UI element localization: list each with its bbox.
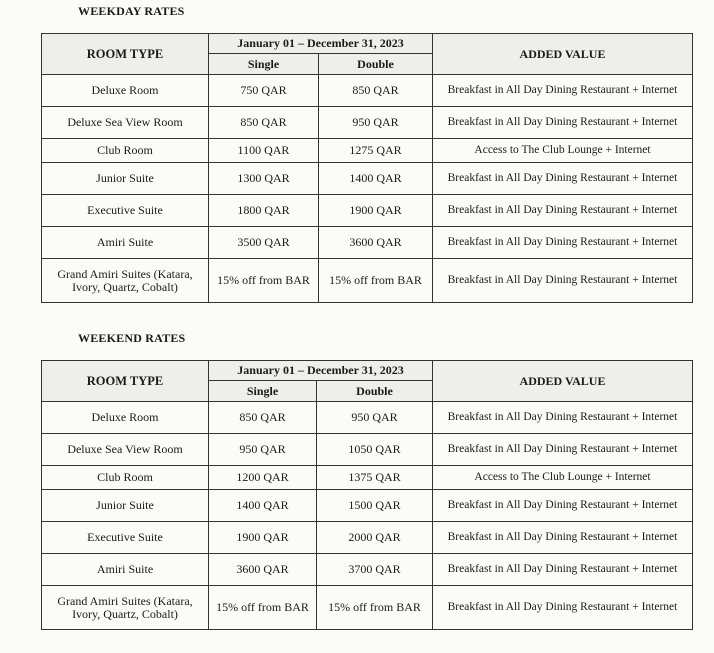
- added-value-cell: Access to The Club Lounge + Internet: [433, 466, 693, 490]
- added-value-cell: Breakfast in All Day Dining Restaurant + Internet: [433, 195, 693, 227]
- double-header: Double: [319, 54, 433, 75]
- weekday-rates-table: [41, 33, 693, 303]
- added-value-cell: Breakfast in All Day Dining Restaurant + Internet: [433, 402, 693, 434]
- table-row: [42, 259, 693, 303]
- double-rate-cell: 15% off from BAR: [317, 586, 433, 630]
- added-value-cell: Breakfast in All Day Dining Restaurant + Internet: [433, 163, 693, 195]
- double-rate-cell: 1375 QAR: [317, 466, 433, 490]
- double-rate-cell: 1050 QAR: [317, 434, 433, 466]
- single-rate-cell: 15% off from BAR: [209, 586, 317, 630]
- double-rate-cell: 15% off from BAR: [319, 259, 433, 303]
- single-rate-cell: 1900 QAR: [209, 522, 317, 554]
- added-value-cell: Breakfast in All Day Dining Restaurant + Internet: [433, 227, 693, 259]
- room-type-cell: Deluxe Sea View Room: [42, 434, 209, 466]
- added-value-cell: Breakfast in All Day Dining Restaurant + Internet: [433, 586, 693, 630]
- single-rate-cell: 850 QAR: [209, 107, 319, 139]
- double-rate-cell: 3700 QAR: [317, 554, 433, 586]
- added-value-cell: Breakfast in All Day Dining Restaurant + Internet: [433, 522, 693, 554]
- double-rate-cell: 950 QAR: [317, 402, 433, 434]
- room-type-cell: Executive Suite: [42, 522, 209, 554]
- double-rate-cell: 3600 QAR: [319, 227, 433, 259]
- double-rate-cell: 1275 QAR: [319, 139, 433, 163]
- table-row: [42, 490, 693, 522]
- table-row: [42, 402, 693, 434]
- room-type-cell: Deluxe Room: [42, 75, 209, 107]
- room-type-cell: Junior Suite: [42, 490, 209, 522]
- room-type-cell: Junior Suite: [42, 163, 209, 195]
- single-rate-cell: 15% off from BAR: [209, 259, 319, 303]
- room-type-cell: Club Room: [42, 466, 209, 490]
- single-rate-cell: 1800 QAR: [209, 195, 319, 227]
- room-type-cell: Deluxe Room: [42, 402, 209, 434]
- room-type-cell: Executive Suite: [42, 195, 209, 227]
- single-rate-cell: 1100 QAR: [209, 139, 319, 163]
- weekday-title: WEEKDAY RATES: [78, 4, 185, 18]
- table-row: [42, 195, 693, 227]
- room-type-header: ROOM TYPE: [42, 361, 209, 402]
- added-value-cell: Breakfast in All Day Dining Restaurant + Internet: [433, 107, 693, 139]
- single-rate-cell: 1300 QAR: [209, 163, 319, 195]
- single-rate-cell: 3500 QAR: [209, 227, 319, 259]
- double-rate-cell: 2000 QAR: [317, 522, 433, 554]
- table-row: [42, 75, 693, 107]
- single-rate-cell: 750 QAR: [209, 75, 319, 107]
- period-header: January 01 – December 31, 2023: [209, 361, 433, 381]
- room-type-cell: Deluxe Sea View Room: [42, 107, 209, 139]
- table-row: [42, 227, 693, 259]
- single-rate-cell: 1400 QAR: [209, 490, 317, 522]
- table-row: [42, 554, 693, 586]
- room-type-cell: Grand Amiri Suites (Katara, Ivory, Quartz, Cobalt): [42, 586, 209, 630]
- table-row: [42, 586, 693, 630]
- single-header: Single: [209, 54, 319, 75]
- added-value-header: ADDED VALUE: [433, 34, 693, 75]
- double-rate-cell: 1900 QAR: [319, 195, 433, 227]
- room-type-cell: Amiri Suite: [42, 554, 209, 586]
- table-header-row: [42, 361, 693, 381]
- table-row: [42, 522, 693, 554]
- period-header: January 01 – December 31, 2023: [209, 34, 433, 54]
- added-value-cell: Breakfast in All Day Dining Restaurant + Internet: [433, 259, 693, 303]
- single-rate-cell: 950 QAR: [209, 434, 317, 466]
- room-type-cell: Amiri Suite: [42, 227, 209, 259]
- single-header: Single: [209, 381, 317, 402]
- table-row: [42, 163, 693, 195]
- double-rate-cell: 850 QAR: [319, 75, 433, 107]
- room-type-cell: Grand Amiri Suites (Katara, Ivory, Quartz, Cobalt): [42, 259, 209, 303]
- added-value-cell: Access to The Club Lounge + Internet: [433, 139, 693, 163]
- single-rate-cell: 1200 QAR: [209, 466, 317, 490]
- single-rate-cell: 3600 QAR: [209, 554, 317, 586]
- table-header-row: [42, 34, 693, 54]
- table-row: [42, 139, 693, 163]
- weekend-rates-table: [41, 360, 693, 630]
- added-value-header: ADDED VALUE: [433, 361, 693, 402]
- double-rate-cell: 950 QAR: [319, 107, 433, 139]
- single-rate-cell: 850 QAR: [209, 402, 317, 434]
- added-value-cell: Breakfast in All Day Dining Restaurant + Internet: [433, 490, 693, 522]
- table-row: [42, 466, 693, 490]
- double-rate-cell: 1500 QAR: [317, 490, 433, 522]
- table-row: [42, 434, 693, 466]
- double-rate-cell: 1400 QAR: [319, 163, 433, 195]
- room-type-cell: Club Room: [42, 139, 209, 163]
- table-row: [42, 107, 693, 139]
- added-value-cell: Breakfast in All Day Dining Restaurant + Internet: [433, 554, 693, 586]
- added-value-cell: Breakfast in All Day Dining Restaurant + Internet: [433, 75, 693, 107]
- room-type-header: ROOM TYPE: [42, 34, 209, 75]
- weekend-title: WEEKEND RATES: [78, 331, 186, 345]
- double-header: Double: [317, 381, 433, 402]
- added-value-cell: Breakfast in All Day Dining Restaurant + Internet: [433, 434, 693, 466]
